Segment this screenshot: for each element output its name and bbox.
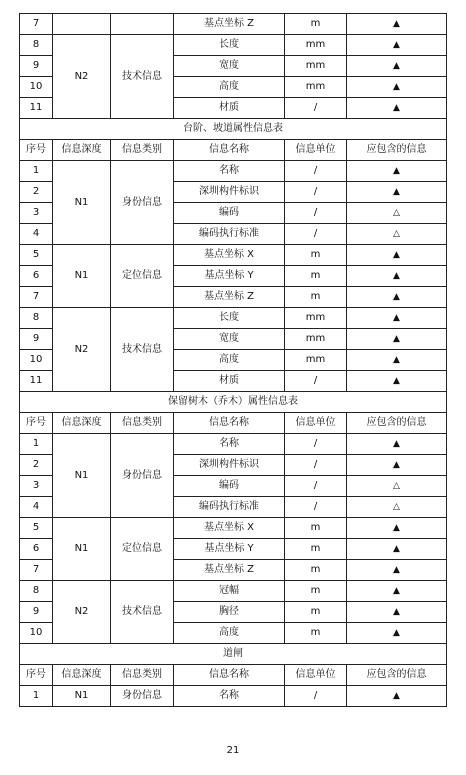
depth-cell: N1 <box>53 686 111 707</box>
seq-cell: 2 <box>20 455 53 476</box>
required-mark: ▲ <box>347 182 447 203</box>
attribute-info-table <box>19 13 447 707</box>
seq-cell: 4 <box>20 497 53 518</box>
table-row <box>20 245 447 266</box>
header-row <box>20 413 447 434</box>
header-seq: 序号 <box>20 665 53 686</box>
unit-cell: m <box>285 14 347 35</box>
required-mark: ▲ <box>347 35 447 56</box>
unit-cell: m <box>285 602 347 623</box>
seq-cell: 1 <box>20 686 53 707</box>
info-name-cell: 材质 <box>174 371 285 392</box>
required-mark: ▲ <box>347 245 447 266</box>
section-title: 保留树木（乔木）属性信息表 <box>20 392 447 413</box>
unit-cell: / <box>285 476 347 497</box>
table-row <box>20 581 447 602</box>
info-name-cell: 高度 <box>174 350 285 371</box>
header-depth: 信息深度 <box>53 140 111 161</box>
depth-cell: N1 <box>53 245 111 308</box>
seq-cell: 6 <box>20 539 53 560</box>
info-name-cell: 编码 <box>174 476 285 497</box>
required-mark: ▲ <box>347 329 447 350</box>
optional-mark: △ <box>347 476 447 497</box>
required-mark: ▲ <box>347 518 447 539</box>
seq-cell: 7 <box>20 14 53 35</box>
required-mark: ▲ <box>347 434 447 455</box>
info-name-cell: 名称 <box>174 686 285 707</box>
unit-cell: m <box>285 539 347 560</box>
header-required: 应包含的信息 <box>347 665 447 686</box>
category-cell: 定位信息 <box>111 518 174 581</box>
header-unit: 信息单位 <box>285 413 347 434</box>
seq-cell: 11 <box>20 98 53 119</box>
info-name-cell: 基点坐标 X <box>174 518 285 539</box>
table-row <box>20 686 447 707</box>
depth-cell: N1 <box>53 161 111 245</box>
required-mark: ▲ <box>347 686 447 707</box>
unit-cell: / <box>285 224 347 245</box>
unit-cell: / <box>285 98 347 119</box>
depth-cell: N2 <box>53 308 111 392</box>
required-mark: ▲ <box>347 623 447 644</box>
seq-cell: 4 <box>20 224 53 245</box>
info-name-cell: 宽度 <box>174 329 285 350</box>
seq-cell: 7 <box>20 560 53 581</box>
unit-cell: m <box>285 560 347 581</box>
header-depth: 信息深度 <box>53 413 111 434</box>
required-mark: ▲ <box>347 77 447 98</box>
required-mark: ▲ <box>347 455 447 476</box>
info-name-cell: 宽度 <box>174 56 285 77</box>
info-name-cell: 基点坐标 Z <box>174 560 285 581</box>
category-cell: 身份信息 <box>111 434 174 518</box>
unit-cell: / <box>285 497 347 518</box>
required-mark: ▲ <box>347 539 447 560</box>
info-name-cell: 冠幅 <box>174 581 285 602</box>
header-unit: 信息单位 <box>285 140 347 161</box>
header-name: 信息名称 <box>174 140 285 161</box>
header-category: 信息类别 <box>111 140 174 161</box>
category-cell: 技术信息 <box>111 308 174 392</box>
seq-cell: 7 <box>20 287 53 308</box>
unit-cell: mm <box>285 350 347 371</box>
info-name-cell: 名称 <box>174 434 285 455</box>
page-number: 21 <box>226 745 240 756</box>
required-mark: ▲ <box>347 602 447 623</box>
unit-cell: m <box>285 518 347 539</box>
header-seq: 序号 <box>20 413 53 434</box>
header-row <box>20 665 447 686</box>
info-name-cell: 材质 <box>174 98 285 119</box>
unit-cell: / <box>285 455 347 476</box>
depth-cell: N2 <box>53 581 111 644</box>
section-title: 道闸 <box>20 644 447 665</box>
required-mark: ▲ <box>347 560 447 581</box>
header-category: 信息类别 <box>111 413 174 434</box>
unit-cell: mm <box>285 56 347 77</box>
depth-cell: N1 <box>53 434 111 518</box>
unit-cell: m <box>285 623 347 644</box>
info-name-cell: 基点坐标 Y <box>174 539 285 560</box>
category-cell: 身份信息 <box>111 686 174 707</box>
seq-cell: 8 <box>20 35 53 56</box>
required-mark: ▲ <box>347 98 447 119</box>
header-row <box>20 140 447 161</box>
info-name-cell: 高度 <box>174 623 285 644</box>
required-mark: ▲ <box>347 56 447 77</box>
seq-cell: 5 <box>20 518 53 539</box>
info-name-cell: 胸径 <box>174 602 285 623</box>
info-name-cell: 名称 <box>174 161 285 182</box>
table-row <box>20 434 447 455</box>
table-row <box>20 14 447 35</box>
header-category: 信息类别 <box>111 665 174 686</box>
unit-cell: m <box>285 266 347 287</box>
category-cell <box>111 14 174 35</box>
info-name-cell: 基点坐标 Z <box>174 14 285 35</box>
section-title-row <box>20 644 447 665</box>
unit-cell: mm <box>285 35 347 56</box>
optional-mark: △ <box>347 203 447 224</box>
info-name-cell: 基点坐标 Z <box>174 287 285 308</box>
header-unit: 信息单位 <box>285 665 347 686</box>
seq-cell: 5 <box>20 245 53 266</box>
depth-cell: N1 <box>53 518 111 581</box>
info-name-cell: 编码执行标准 <box>174 497 285 518</box>
unit-cell: / <box>285 686 347 707</box>
depth-cell: N2 <box>53 35 111 119</box>
category-cell: 技术信息 <box>111 35 174 119</box>
required-mark: ▲ <box>347 371 447 392</box>
category-cell: 身份信息 <box>111 161 174 245</box>
seq-cell: 1 <box>20 434 53 455</box>
seq-cell: 10 <box>20 623 53 644</box>
section-title-row <box>20 119 447 140</box>
seq-cell: 8 <box>20 308 53 329</box>
optional-mark: △ <box>347 224 447 245</box>
required-mark: ▲ <box>347 308 447 329</box>
seq-cell: 9 <box>20 329 53 350</box>
seq-cell: 3 <box>20 476 53 497</box>
depth-cell <box>53 14 111 35</box>
unit-cell: / <box>285 434 347 455</box>
info-name-cell: 基点坐标 X <box>174 245 285 266</box>
required-mark: ▲ <box>347 581 447 602</box>
unit-cell: / <box>285 182 347 203</box>
table-row <box>20 518 447 539</box>
required-mark: ▲ <box>347 266 447 287</box>
table-row <box>20 161 447 182</box>
info-name-cell: 高度 <box>174 77 285 98</box>
category-cell: 技术信息 <box>111 581 174 644</box>
unit-cell: mm <box>285 308 347 329</box>
header-name: 信息名称 <box>174 413 285 434</box>
seq-cell: 9 <box>20 56 53 77</box>
seq-cell: 11 <box>20 371 53 392</box>
unit-cell: mm <box>285 329 347 350</box>
table-row <box>20 35 447 56</box>
section-title: 台阶、坡道属性信息表 <box>20 119 447 140</box>
optional-mark: △ <box>347 497 447 518</box>
seq-cell: 6 <box>20 266 53 287</box>
info-name-cell: 编码执行标准 <box>174 224 285 245</box>
seq-cell: 8 <box>20 581 53 602</box>
unit-cell: m <box>285 581 347 602</box>
section-title-row <box>20 392 447 413</box>
seq-cell: 9 <box>20 602 53 623</box>
unit-cell: m <box>285 287 347 308</box>
seq-cell: 10 <box>20 77 53 98</box>
unit-cell: / <box>285 371 347 392</box>
seq-cell: 3 <box>20 203 53 224</box>
unit-cell: / <box>285 203 347 224</box>
info-name-cell: 深圳构件标识 <box>174 455 285 476</box>
table-row <box>20 308 447 329</box>
info-name-cell: 编码 <box>174 203 285 224</box>
category-cell: 定位信息 <box>111 245 174 308</box>
info-name-cell: 基点坐标 Y <box>174 266 285 287</box>
required-mark: ▲ <box>347 161 447 182</box>
info-name-cell: 长度 <box>174 308 285 329</box>
header-required: 应包含的信息 <box>347 140 447 161</box>
header-seq: 序号 <box>20 140 53 161</box>
header-required: 应包含的信息 <box>347 413 447 434</box>
seq-cell: 10 <box>20 350 53 371</box>
required-mark: ▲ <box>347 287 447 308</box>
unit-cell: / <box>285 161 347 182</box>
info-name-cell: 长度 <box>174 35 285 56</box>
seq-cell: 1 <box>20 161 53 182</box>
header-depth: 信息深度 <box>53 665 111 686</box>
info-name-cell: 深圳构件标识 <box>174 182 285 203</box>
unit-cell: m <box>285 245 347 266</box>
unit-cell: mm <box>285 77 347 98</box>
header-name: 信息名称 <box>174 665 285 686</box>
required-mark: ▲ <box>347 350 447 371</box>
seq-cell: 2 <box>20 182 53 203</box>
required-mark: ▲ <box>347 14 447 35</box>
